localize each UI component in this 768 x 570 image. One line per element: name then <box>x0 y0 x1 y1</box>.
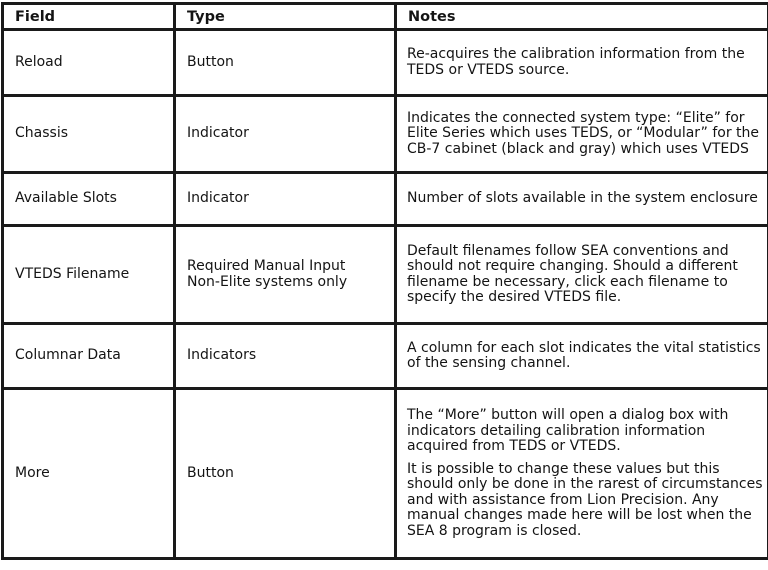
notes-paragraph: The “More” button will open a dialog box with indicators detailing calibration information acquired from TEDS or VTEDS. <box>407 407 729 454</box>
field-cell: Chassis <box>3 96 175 173</box>
type-cell <box>175 226 396 324</box>
notes-cell <box>396 226 768 324</box>
notes-paragraph: Re-acquires the calibration information from the TEDS or VTEDS source. <box>407 46 745 78</box>
type-line: Button <box>187 464 234 481</box>
type-cell <box>175 173 396 226</box>
type-cell <box>175 96 396 173</box>
table-row-more <box>3 389 768 559</box>
type-cell <box>175 324 396 389</box>
table-row-vteds-filename <box>3 226 768 324</box>
table-row-reload <box>3 30 768 96</box>
table-row-columnar-data <box>3 324 768 389</box>
field-cell: VTEDS Filename <box>3 226 175 324</box>
field-cell: Reload <box>3 30 175 96</box>
header-row <box>3 4 768 30</box>
type-line: Button <box>187 53 234 70</box>
header-field: Field <box>3 4 175 30</box>
fields-table <box>1 2 768 560</box>
field-cell: Available Slots <box>3 173 175 226</box>
notes-cell <box>396 30 768 96</box>
notes-cell <box>396 324 768 389</box>
notes-paragraph: A column for each slot indicates the vital statistics of the sensing channel. <box>407 339 761 371</box>
field-cell: More <box>3 389 175 559</box>
notes-paragraph: Indicates the connected system type: “Elite” for Elite Series which uses TEDS, or “Modular” for the CB-7 cabinet (black and gray) which uses VTEDS <box>407 109 760 157</box>
type-line: Indicator <box>187 125 249 142</box>
notes-paragraph: Default filenames follow SEA conventions and should not require changing. Should a different filename be necessary, click each filename to specify the desired VTEDS file. <box>407 242 738 305</box>
notes-cell <box>396 173 768 226</box>
type-cell <box>175 389 396 559</box>
header-notes: Notes <box>396 4 768 30</box>
type-cell <box>175 30 396 96</box>
notes-paragraph: It is possible to change these values but this should only be done in the rarest of circumstances and with assistance from Lion Precision. Any manual changes made here will be lost when the SEA 8 program is closed. <box>407 460 763 539</box>
type-line: Indicator <box>187 190 249 207</box>
type-line: Required Manual Input <box>187 258 346 274</box>
notes-cell <box>396 96 768 173</box>
notes-cell <box>396 389 768 559</box>
header-type: Type <box>175 4 396 30</box>
notes-paragraph: Number of slots available in the system enclosure <box>407 190 758 207</box>
type-line: Non-Elite systems only <box>187 273 348 290</box>
table-row-chassis <box>3 96 768 173</box>
type-line: Indicators <box>187 347 257 364</box>
field-cell: Columnar Data <box>3 324 175 389</box>
table-row-available-slots <box>3 173 768 226</box>
